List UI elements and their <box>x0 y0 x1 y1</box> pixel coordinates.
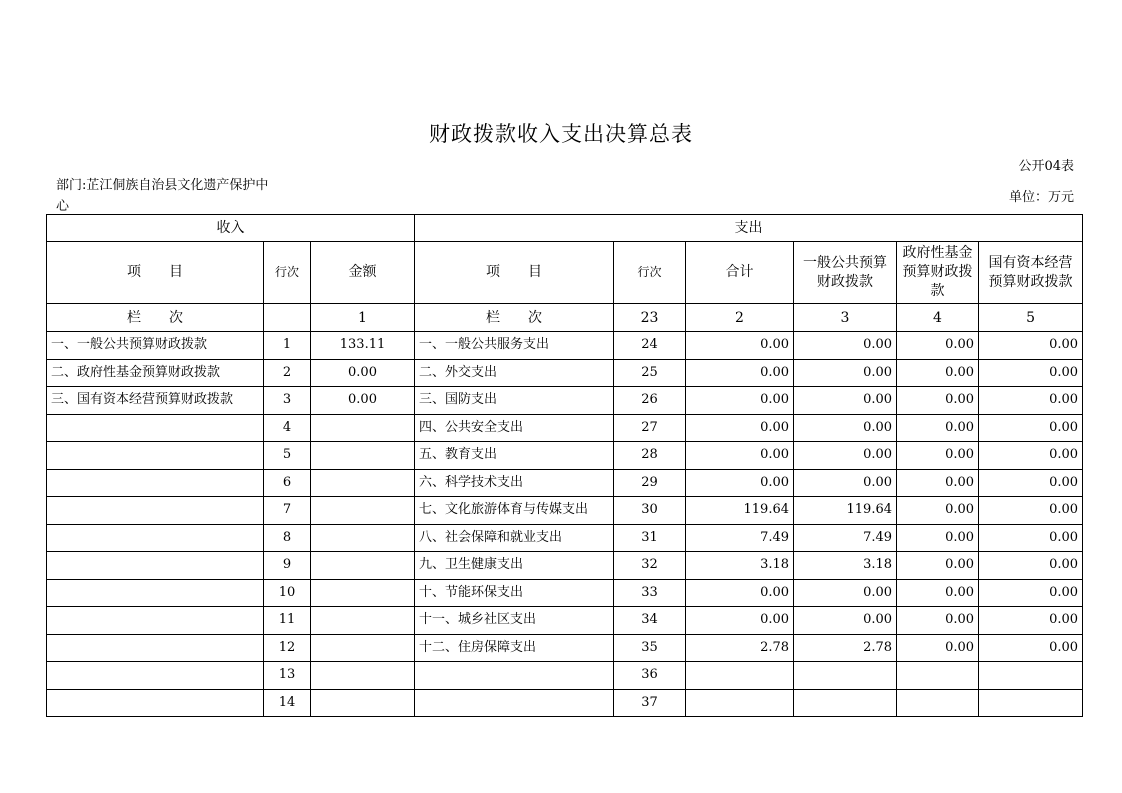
income-item-header: 项 目 <box>47 242 264 304</box>
state-capital-cell: 0.00 <box>979 332 1083 360</box>
income-item-cell <box>47 442 264 470</box>
expense-item-cell: 四、公共安全支出 <box>415 414 614 442</box>
expense-item-cell: 十二、住房保障支出 <box>415 634 614 662</box>
general-budget-cell: 2.78 <box>794 634 897 662</box>
income-item-cell <box>47 469 264 497</box>
general-budget-cell: 0.00 <box>794 332 897 360</box>
expense-item-cell: 十、节能环保支出 <box>415 579 614 607</box>
income-item-cell <box>47 607 264 635</box>
income-col-amount: 1 <box>311 304 415 332</box>
gov-fund-cell: 0.00 <box>897 442 979 470</box>
expense-row-no-cell: 34 <box>614 607 686 635</box>
income-item-cell: 二、政府性基金预算财政拨款 <box>47 359 264 387</box>
table-row <box>47 414 1083 442</box>
income-section-header: 收入 <box>47 215 415 242</box>
total-cell: 0.00 <box>686 414 794 442</box>
expense-row-no-cell: 33 <box>614 579 686 607</box>
state-capital-cell <box>979 662 1083 690</box>
state-capital-header: 国有资本经营预算财政拨款 <box>979 242 1083 304</box>
gov-fund-cell: 0.00 <box>897 497 979 525</box>
income-amount-header: 金额 <box>311 242 415 304</box>
general-budget-cell: 0.00 <box>794 579 897 607</box>
header-row <box>47 242 1083 304</box>
income-col-label: 栏 次 <box>47 304 264 332</box>
col-state: 5 <box>979 304 1083 332</box>
general-budget-cell: 0.00 <box>794 469 897 497</box>
income-col-row-no <box>264 304 311 332</box>
total-cell: 0.00 <box>686 359 794 387</box>
state-capital-cell <box>979 689 1083 717</box>
header-section-row <box>47 215 1083 242</box>
income-item-cell <box>47 414 264 442</box>
total-cell: 7.49 <box>686 524 794 552</box>
expense-row-no-cell: 35 <box>614 634 686 662</box>
state-capital-cell: 0.00 <box>979 387 1083 415</box>
expense-item-cell: 六、科学技术支出 <box>415 469 614 497</box>
department-label: 部门:芷江侗族自治县文化遗产保护中心 <box>56 178 269 214</box>
income-item-cell <box>47 662 264 690</box>
column-number-row <box>47 304 1083 332</box>
table-row <box>47 469 1083 497</box>
income-row-no-cell: 2 <box>264 359 311 387</box>
total-cell: 3.18 <box>686 552 794 580</box>
expense-item-cell: 五、教育支出 <box>415 442 614 470</box>
gov-fund-cell: 0.00 <box>897 552 979 580</box>
state-capital-cell: 0.00 <box>979 552 1083 580</box>
table-row <box>47 524 1083 552</box>
state-capital-cell: 0.00 <box>979 579 1083 607</box>
expense-col-row-no: 23 <box>614 304 686 332</box>
income-item-cell <box>47 524 264 552</box>
income-row-no-header: 行次 <box>264 242 311 304</box>
expense-row-no-cell: 31 <box>614 524 686 552</box>
expense-section-header: 支出 <box>415 215 1083 242</box>
expense-item-cell: 九、卫生健康支出 <box>415 552 614 580</box>
income-row-no-cell: 13 <box>264 662 311 690</box>
income-row-no-cell: 10 <box>264 579 311 607</box>
table-row <box>47 689 1083 717</box>
table-row <box>47 387 1083 415</box>
gov-fund-cell: 0.00 <box>897 579 979 607</box>
expense-item-cell <box>415 662 614 690</box>
income-row-no-cell: 3 <box>264 387 311 415</box>
income-row-no-cell: 12 <box>264 634 311 662</box>
general-budget-cell: 3.18 <box>794 552 897 580</box>
state-capital-cell: 0.00 <box>979 607 1083 635</box>
income-row-no-cell: 11 <box>264 607 311 635</box>
expense-item-cell <box>415 689 614 717</box>
expense-col-label: 栏 次 <box>415 304 614 332</box>
income-row-no-cell: 7 <box>264 497 311 525</box>
gov-fund-header: 政府性基金预算财政拨款 <box>897 242 979 304</box>
state-capital-cell: 0.00 <box>979 497 1083 525</box>
expense-item-cell: 二、外交支出 <box>415 359 614 387</box>
table-row <box>47 662 1083 690</box>
general-budget-cell: 119.64 <box>794 497 897 525</box>
state-capital-cell: 0.00 <box>979 414 1083 442</box>
gov-fund-cell: 0.00 <box>897 469 979 497</box>
total-cell: 0.00 <box>686 442 794 470</box>
general-budget-cell: 0.00 <box>794 387 897 415</box>
income-item-cell <box>47 497 264 525</box>
income-amount-cell <box>311 552 415 580</box>
gov-fund-cell <box>897 689 979 717</box>
income-row-no-cell: 9 <box>264 552 311 580</box>
income-amount-cell <box>311 689 415 717</box>
page-title: 财政拨款收入支出决算总表 <box>429 122 693 146</box>
state-capital-cell: 0.00 <box>979 634 1083 662</box>
gov-fund-cell <box>897 662 979 690</box>
gov-fund-cell: 0.00 <box>897 607 979 635</box>
income-row-no-cell: 14 <box>264 689 311 717</box>
income-amount-cell <box>311 634 415 662</box>
gov-fund-cell: 0.00 <box>897 524 979 552</box>
total-cell <box>686 689 794 717</box>
col-general: 3 <box>794 304 897 332</box>
expense-row-no-header: 行次 <box>614 242 686 304</box>
expense-row-no-cell: 32 <box>614 552 686 580</box>
table-row <box>47 634 1083 662</box>
general-budget-cell <box>794 662 897 690</box>
expense-row-no-cell: 37 <box>614 689 686 717</box>
income-item-cell: 三、国有资本经营预算财政拨款 <box>47 387 264 415</box>
expense-item-cell: 十一、城乡社区支出 <box>415 607 614 635</box>
income-item-cell <box>47 552 264 580</box>
table-row <box>47 552 1083 580</box>
income-amount-cell <box>311 442 415 470</box>
general-budget-cell: 0.00 <box>794 607 897 635</box>
col-gov: 4 <box>897 304 979 332</box>
gov-fund-cell: 0.00 <box>897 359 979 387</box>
gov-fund-cell: 0.00 <box>897 414 979 442</box>
total-cell: 0.00 <box>686 469 794 497</box>
expense-item-cell: 三、国防支出 <box>415 387 614 415</box>
table-row <box>47 359 1083 387</box>
table-row <box>47 497 1083 525</box>
expense-row-no-cell: 24 <box>614 332 686 360</box>
income-amount-cell <box>311 579 415 607</box>
general-budget-header: 一般公共预算财政拨款 <box>794 242 897 304</box>
total-cell: 0.00 <box>686 387 794 415</box>
table-row <box>47 579 1083 607</box>
income-amount-cell <box>311 469 415 497</box>
income-amount-cell: 133.11 <box>311 332 415 360</box>
income-item-cell <box>47 689 264 717</box>
state-capital-cell: 0.00 <box>979 524 1083 552</box>
general-budget-cell: 7.49 <box>794 524 897 552</box>
total-cell: 2.78 <box>686 634 794 662</box>
col-total: 2 <box>686 304 794 332</box>
gov-fund-cell: 0.00 <box>897 634 979 662</box>
form-code: 公开04表 <box>1018 159 1074 174</box>
income-amount-cell <box>311 524 415 552</box>
general-budget-cell: 0.00 <box>794 414 897 442</box>
income-amount-cell: 0.00 <box>311 387 415 415</box>
income-row-no-cell: 8 <box>264 524 311 552</box>
expense-row-no-cell: 26 <box>614 387 686 415</box>
table-row <box>47 442 1083 470</box>
income-amount-cell: 0.00 <box>311 359 415 387</box>
table-row <box>47 607 1083 635</box>
expense-row-no-cell: 30 <box>614 497 686 525</box>
expense-row-no-cell: 36 <box>614 662 686 690</box>
total-cell <box>686 662 794 690</box>
total-cell: 0.00 <box>686 579 794 607</box>
income-item-cell <box>47 634 264 662</box>
income-amount-cell <box>311 607 415 635</box>
general-budget-cell: 0.00 <box>794 359 897 387</box>
income-row-no-cell: 5 <box>264 442 311 470</box>
gov-fund-cell: 0.00 <box>897 387 979 415</box>
income-amount-cell <box>311 662 415 690</box>
unit-label: 单位：万元 <box>1008 190 1074 205</box>
total-cell: 119.64 <box>686 497 794 525</box>
state-capital-cell: 0.00 <box>979 442 1083 470</box>
total-cell: 0.00 <box>686 607 794 635</box>
expense-row-no-cell: 27 <box>614 414 686 442</box>
income-amount-cell <box>311 497 415 525</box>
income-item-cell: 一、一般公共预算财政拨款 <box>47 332 264 360</box>
state-capital-cell: 0.00 <box>979 359 1083 387</box>
income-item-cell <box>47 579 264 607</box>
expense-row-no-cell: 25 <box>614 359 686 387</box>
expense-item-cell: 一、一般公共服务支出 <box>415 332 614 360</box>
income-amount-cell <box>311 414 415 442</box>
income-row-no-cell: 4 <box>264 414 311 442</box>
state-capital-cell: 0.00 <box>979 469 1083 497</box>
expense-row-no-cell: 28 <box>614 442 686 470</box>
general-budget-cell: 0.00 <box>794 442 897 470</box>
expense-item-header: 项 目 <box>415 242 614 304</box>
total-cell: 0.00 <box>686 332 794 360</box>
expense-item-cell: 七、文化旅游体育与传媒支出 <box>415 497 614 525</box>
gov-fund-cell: 0.00 <box>897 332 979 360</box>
expense-row-no-cell: 29 <box>614 469 686 497</box>
income-row-no-cell: 1 <box>264 332 311 360</box>
general-budget-cell <box>794 689 897 717</box>
table-row <box>47 332 1083 360</box>
total-header: 合计 <box>686 242 794 304</box>
income-row-no-cell: 6 <box>264 469 311 497</box>
expense-item-cell: 八、社会保障和就业支出 <box>415 524 614 552</box>
budget-table <box>46 214 1083 717</box>
